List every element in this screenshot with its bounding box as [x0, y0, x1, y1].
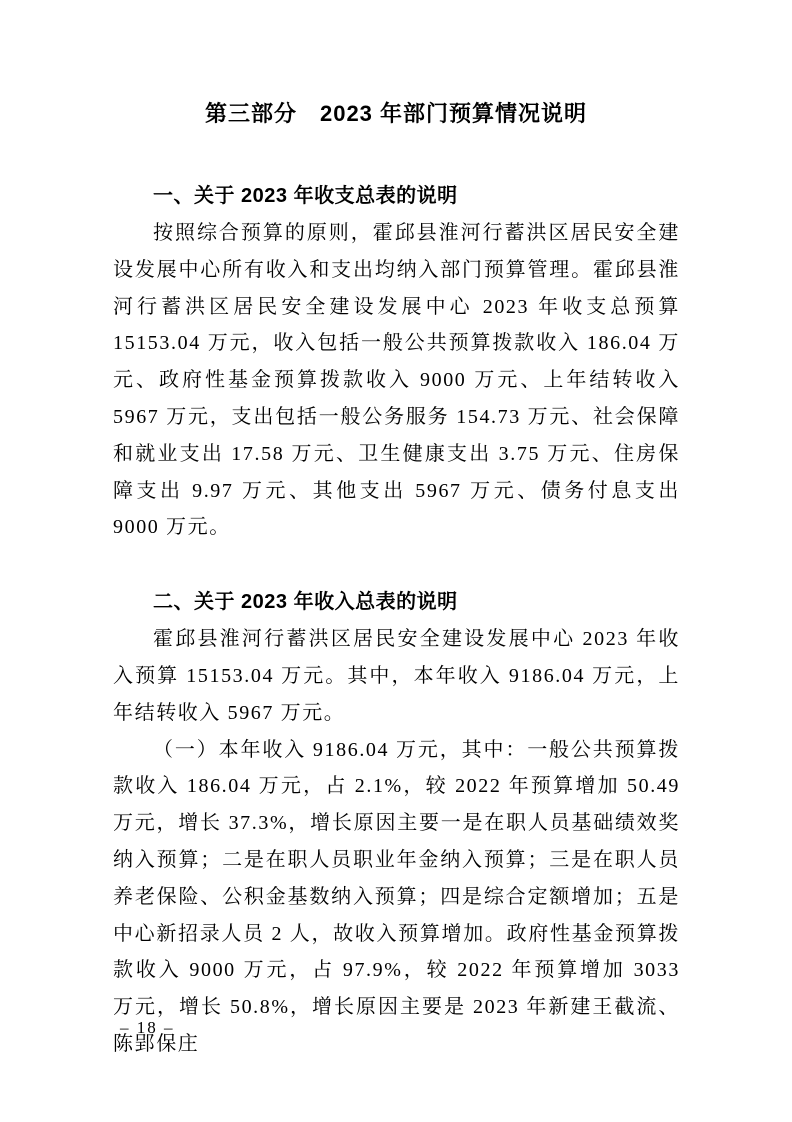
document-body: [113, 178, 680, 1063]
section-1-heading: 一、关于 2023 年收支总表的说明: [153, 185, 458, 207]
section-2-paragraph-1: 霍邱县淮河行蓄洪区居民安全建设发展中心 2023 年收入预算 15153.04 万元。其中，本年收入 9186.04 万元，上年结转收入 5967 万元。: [113, 628, 680, 724]
section-2-heading: 二、关于 2023 年收入总表的说明: [153, 591, 458, 614]
page-number: – 18 –: [120, 1018, 175, 1037]
section-1-paragraph-1: 按照综合预算的原则，霍邱县淮河行蓄洪区居民安全建设发展中心所有收入和支出均纳入部门预算管理。霍邱县淮河行蓄洪区居民安全建设发展中心 2023 年收支总预算 15153.04 万元，收入包括一般公共预算拨款收入 186.04 万元、政府性基金预算拨款收入 9000 万元、上年结转收入 5967 万元，支出包括一般公务服务 154.73 万元、社会保障和就业支出 17.58 万元、卫生健康支出 3.75 万元、住房保障支出 9.97 万元、其他支出 5967 万元、债务付息支出 9000 万元。: [113, 222, 680, 539]
page-title: 第三部分 2023 年部门预算情况说明: [204, 101, 588, 126]
section-2-paragraph-2: （一）本年收入 9186.04 万元，其中：一般公共预算拨款收入 186.04 万元，占 2.1%，较 2022 年预算增加 50.49 万元，增长 37.3%，增长原因主要一是在职人员基础绩效奖纳入预算；二是在职人员职业年金纳入预算；三是在职人员养老保险、公积金基数纳入预算；四是综合定额增加；五是中心新招录人员 2 人，故收入预算增加。政府性基金预算拨款收入 9000 万元，占 97.9%，较 2022 年预算增加 3033 万元，增长 50.8%，增长原因主要是 2023 年新建王截流、陈郢保庄: [113, 738, 680, 1055]
